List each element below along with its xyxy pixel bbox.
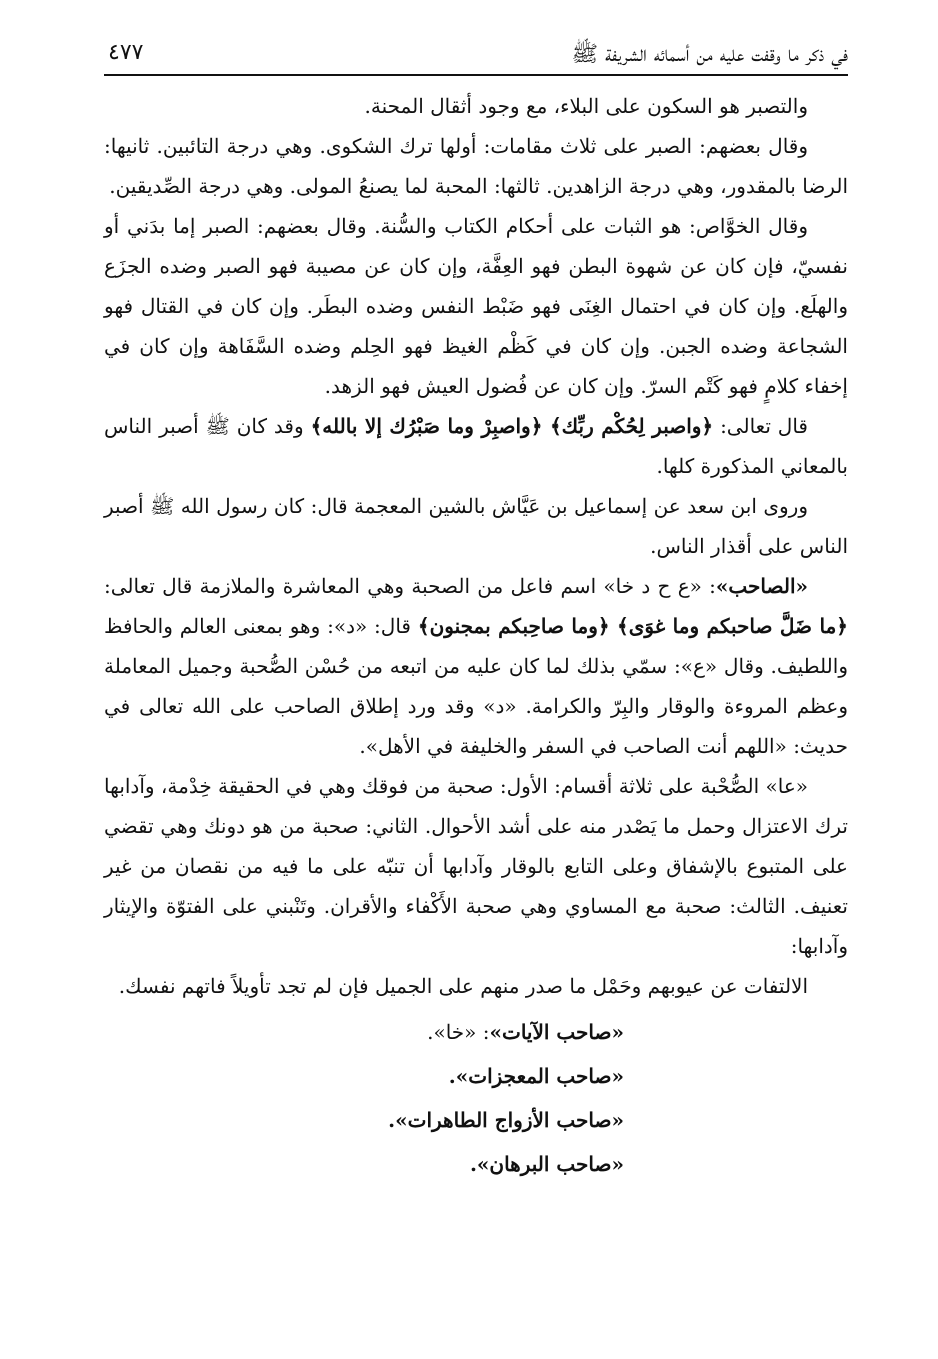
name-source-ref: : «خا». <box>427 1020 490 1044</box>
text-run: والتصبر هو السكون على البلاء، مع وجود أثقال المحنة. <box>364 94 808 118</box>
page-body <box>104 86 848 1006</box>
name-entry <box>104 1098 624 1142</box>
bold-text: «الصاحب» <box>715 574 808 598</box>
text-run: : «ع ح د خا» اسم فاعل من الصحبة وهي المعاشرة والملازمة قال تعالى: <box>104 574 716 598</box>
text-run: قال تعالى: <box>713 414 808 438</box>
text-run: وقد كان ﷺ أصبر الناس بالمعاني المذكورة كلها. <box>104 414 848 478</box>
name-title: «صاحب المعجزات». <box>448 1064 624 1088</box>
bold-text: ﴿ما ضَلَّ صاحبكم وما غوَى﴾ ﴿وما صاحِبكم بمجنون﴾ <box>417 614 848 638</box>
paragraph <box>104 566 848 766</box>
name-title: «صاحب البرهان». <box>469 1152 624 1176</box>
paragraph <box>104 486 848 566</box>
paragraph <box>104 126 848 206</box>
paragraph <box>104 86 848 126</box>
name-entry <box>104 1142 624 1186</box>
paragraph <box>104 966 848 1006</box>
names-list <box>104 1010 848 1186</box>
name-entry <box>104 1054 624 1098</box>
text-run: الالتفات عن عيوبهم وحَمْل ما صدر منهم على الجميل فإن لم تجد تأويلاً فاتهم نفسك. <box>118 974 808 998</box>
page-number: ٤٧٧ <box>108 40 144 65</box>
text-run: وقال الخوَّاص: هو الثبات على أحكام الكتاب والسُّنة. وقال بعضهم: الصبر إما بدَني أو نفسيّ، فإن كان عن شهوة البطن فهو العِفَّة، وإن كان عن مصيبة فهو الصبر وضده الجزَع والهلَع. وإن كان في احتمال الغِنَى فهو ضَبْط النفس وضده البطَر. وإن كان في القتال فهو الشجاعة وضده الجبن. وإن كان في كَظْم الغيظ فهو الحِلم وضده السَّفَاهة وإن كان في إخفاء كلامٍ فهو كَتْم السرّ. وإن كان عن فُضول العيش فهو الزهد. <box>104 214 848 398</box>
text-run: وقال بعضهم: الصبر على ثلاث مقامات: أولها ترك الشكوى. وهي درجة التائبين. ثانيها: الرضا بالمقدور، وهي درجة الزاهدين. ثالثها: المحبة لما يصنعُ المولى. وهي درجة الصِّديقين. <box>104 134 848 198</box>
page-header <box>104 30 848 76</box>
running-title: في ذكر ما وقفت عليه من أسمائه الشريفة ﷺ <box>571 42 848 67</box>
paragraph <box>104 206 848 406</box>
book-page <box>104 30 848 1330</box>
text-run: قال: «د»: وهو بمعنى العالم والحافظ واللطيف. وقال «ع»: سمّي بذلك لما كان عليه من اتبعه من حُسْن الصُّحبة وجميل المعاملة وعظم المروءة والوقار والبِرّ والكرامة. «د» وقد ورد إطلاق الصاحب على الله تعالى في حديث: «اللهم أنت الصاحب في السفر والخليفة في الأهل». <box>104 614 848 758</box>
name-title: «صاحب الأزواج الطاهرات». <box>388 1108 624 1132</box>
name-title: «صاحب الآيات» <box>489 1020 624 1044</box>
paragraph <box>104 766 848 966</box>
text-run: وروى ابن سعد عن إسماعيل بن عَيَّاش بالشين المعجمة قال: كان رسول الله ﷺ أصبر الناس على أقذار الناس. <box>104 494 848 558</box>
text-run: «عا» الصُّحْبة على ثلاثة أقسام: الأول: صحبة من فوقك وهي في الحقيقة خِدْمة، وآدابها ترك الاعتزال وحمل ما يَصْدر منه على أشد الأحوال. الثاني: صحبة من هو دونك وهي تقضي على المتبوع بالإشفاق وعلى التابع بالوقار وآدابها أن تنبّه على ما فيه من نقصان من غير تعنيف. الثالث: صحبة مع المساوي وهي صحبة الأَكْفاء والأقران. وتَنْبني على الفتوّة والإيثار وآدابها: <box>104 774 848 958</box>
bold-text: ﴿واصبر لِحُكْم ربِّك﴾ ﴿واصبِرْ وما صَبْرُك إلا بالله﴾ <box>310 414 714 438</box>
name-entry <box>104 1010 624 1054</box>
paragraph <box>104 406 848 486</box>
